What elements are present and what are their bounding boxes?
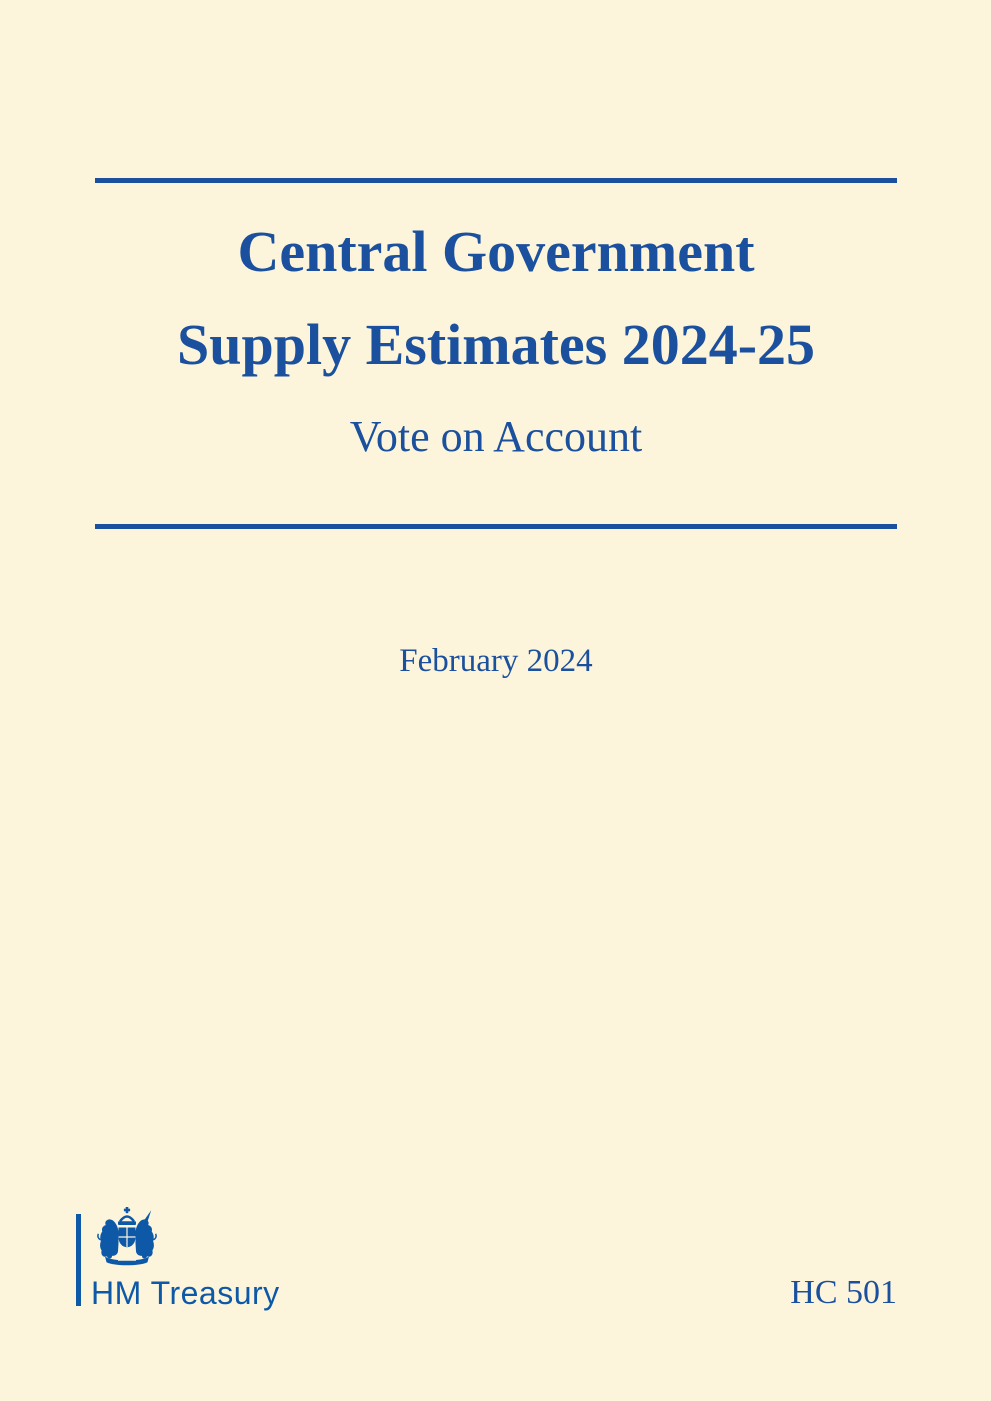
bottom-rule	[95, 524, 897, 529]
logo-vertical-bar	[76, 1214, 81, 1306]
top-rule	[95, 178, 897, 183]
organisation-name: HM Treasury	[91, 1275, 280, 1311]
document-subtitle: Vote on Account	[349, 412, 643, 461]
document-title-line1: Central Government	[237, 219, 755, 284]
publication-date: February 2024	[399, 643, 593, 679]
document-title-line2: Supply Estimates 2024-25	[176, 312, 816, 377]
royal-coat-of-arms-icon	[92, 1207, 162, 1267]
document-title	[95, 205, 897, 391]
document-reference: HC 501	[790, 1274, 897, 1311]
